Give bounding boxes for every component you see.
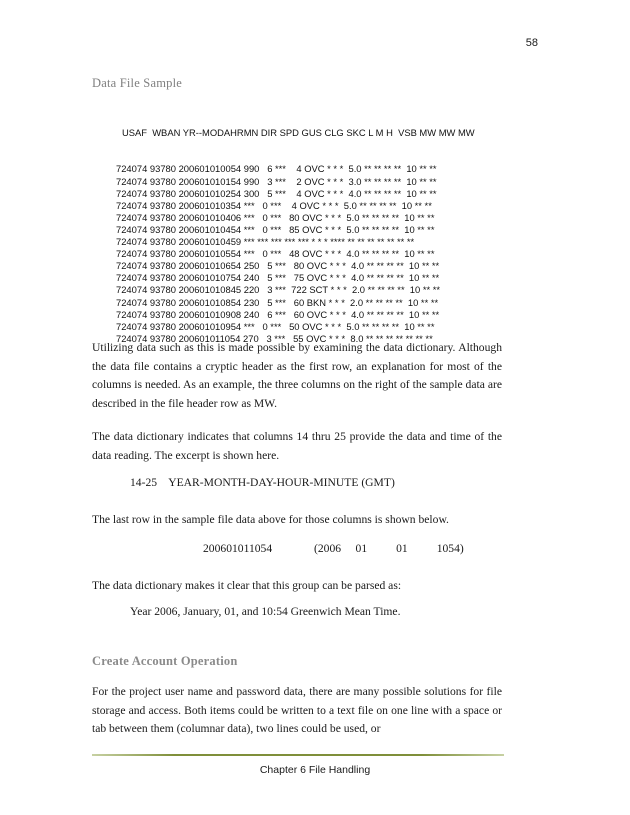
- data-file-sample: [116, 103, 475, 357]
- paragraph-columns-14-25: The data dictionary indicates that columns 14 thru 25 provide the data and time of the data reading. The excerpt is shown here.: [92, 430, 502, 462]
- paragraph-data-dictionary: Utilizing data such as this is made possible by examining the data dictionary. Although the data file contains a cryptic header as the first row, an explanation for most of the columns is needed. As an example, the three columns on the right of the sample data are described in the file header row as MW.: [92, 341, 502, 410]
- data-sample-row: 724074 93780 200601010254 300 5 *** 4 OVC * * * 4.0 ** ** ** ** 10 ** **: [116, 187, 437, 199]
- data-sample-row: 724074 93780 200601010154 990 3 *** 2 OVC * * * 3.0 ** ** ** ** 10 ** **: [116, 175, 437, 187]
- parsed-date-text: Year 2006, January, 01, and 10:54 Greenwich Mean Time.: [130, 605, 401, 618]
- data-sample-row: 724074 93780 200601010406 *** 0 *** 80 OVC * * * 5.0 ** ** ** ** 10 ** **: [116, 211, 435, 223]
- data-sample-header: USAF WBAN YR--MODAHRMN DIR SPD GUS CLG SKC L M H VSB MW MW MW: [122, 127, 475, 139]
- data-sample-row: 724074 93780 200601010654 250 5 *** 80 OVC * * * 4.0 ** ** ** ** 10 ** **: [116, 260, 440, 272]
- footer-chapter-title: Chapter 6 File Handling: [259, 764, 371, 776]
- section-title-data-file-sample: Data File Sample: [92, 76, 182, 90]
- data-sample-row: 724074 93780 200601010854 230 5 *** 60 BKN * * * 2.0 ** ** ** ** 10 ** **: [116, 296, 439, 308]
- footer-rule: [92, 754, 504, 756]
- paragraph-last-row: The last row in the sample file data above for those columns is shown below.: [92, 513, 449, 526]
- data-sample-row: 724074 93780 200601010354 *** 0 *** 4 OVC * * * 5.0 ** ** ** ** 10 ** **: [116, 199, 432, 211]
- data-sample-row: 724074 93780 200601010454 *** 0 *** 85 OVC * * * 5.0 ** ** ** ** 10 ** **: [116, 223, 435, 235]
- data-sample-row: 724074 93780 200601010754 240 5 *** 75 OVC * * * 4.0 ** ** ** ** 10 ** **: [116, 272, 440, 284]
- paragraph-create-account: For the project user name and password data, there are many possible solutions for file storage and access. Both items could be written to a text file on one line with a space or tab between them (columnar data), two lines could be used, or: [92, 685, 502, 735]
- section-title-create-account: Create Account Operation: [92, 654, 238, 668]
- data-sample-row: 724074 93780 200601010908 240 6 *** 60 OVC * * * 4.0 ** ** ** ** 10 ** **: [116, 308, 440, 320]
- data-sample-row: 724074 93780 200601010054 990 6 *** 4 OVC * * * 5.0 ** ** ** ** 10 ** **: [116, 163, 437, 175]
- page-number: 58: [525, 37, 538, 49]
- data-sample-row: 724074 93780 200601010459 *** *** *** *** *** * * * **** ** ** ** ** ** ** **: [116, 236, 415, 248]
- data-sample-row: 724074 93780 200601011054 270 3 *** 55 OVC * * * 8.0 ** ** ** ** ** ** **: [116, 332, 433, 344]
- sample-date-parts: (2006 01 01 1054): [314, 542, 464, 555]
- data-sample-row: 724074 93780 200601010954 *** 0 *** 50 OVC * * * 5.0 ** ** ** ** 10 ** **: [116, 320, 435, 332]
- data-sample-rows: [116, 163, 475, 344]
- data-sample-row: 724074 93780 200601010845 220 3 *** 722 SCT * * * 2.0 ** ** ** ** 10 ** **: [116, 284, 441, 296]
- sample-date-value: 200601011054: [203, 542, 273, 555]
- data-sample-row: 724074 93780 200601010554 *** 0 *** 48 OVC * * * 4.0 ** ** ** ** 10 ** **: [116, 248, 435, 260]
- paragraph-parsed-as: The data dictionary makes it clear that this group can be parsed as:: [92, 579, 402, 592]
- dictionary-excerpt: 14-25 YEAR-MONTH-DAY-HOUR-MINUTE (GMT): [130, 476, 395, 489]
